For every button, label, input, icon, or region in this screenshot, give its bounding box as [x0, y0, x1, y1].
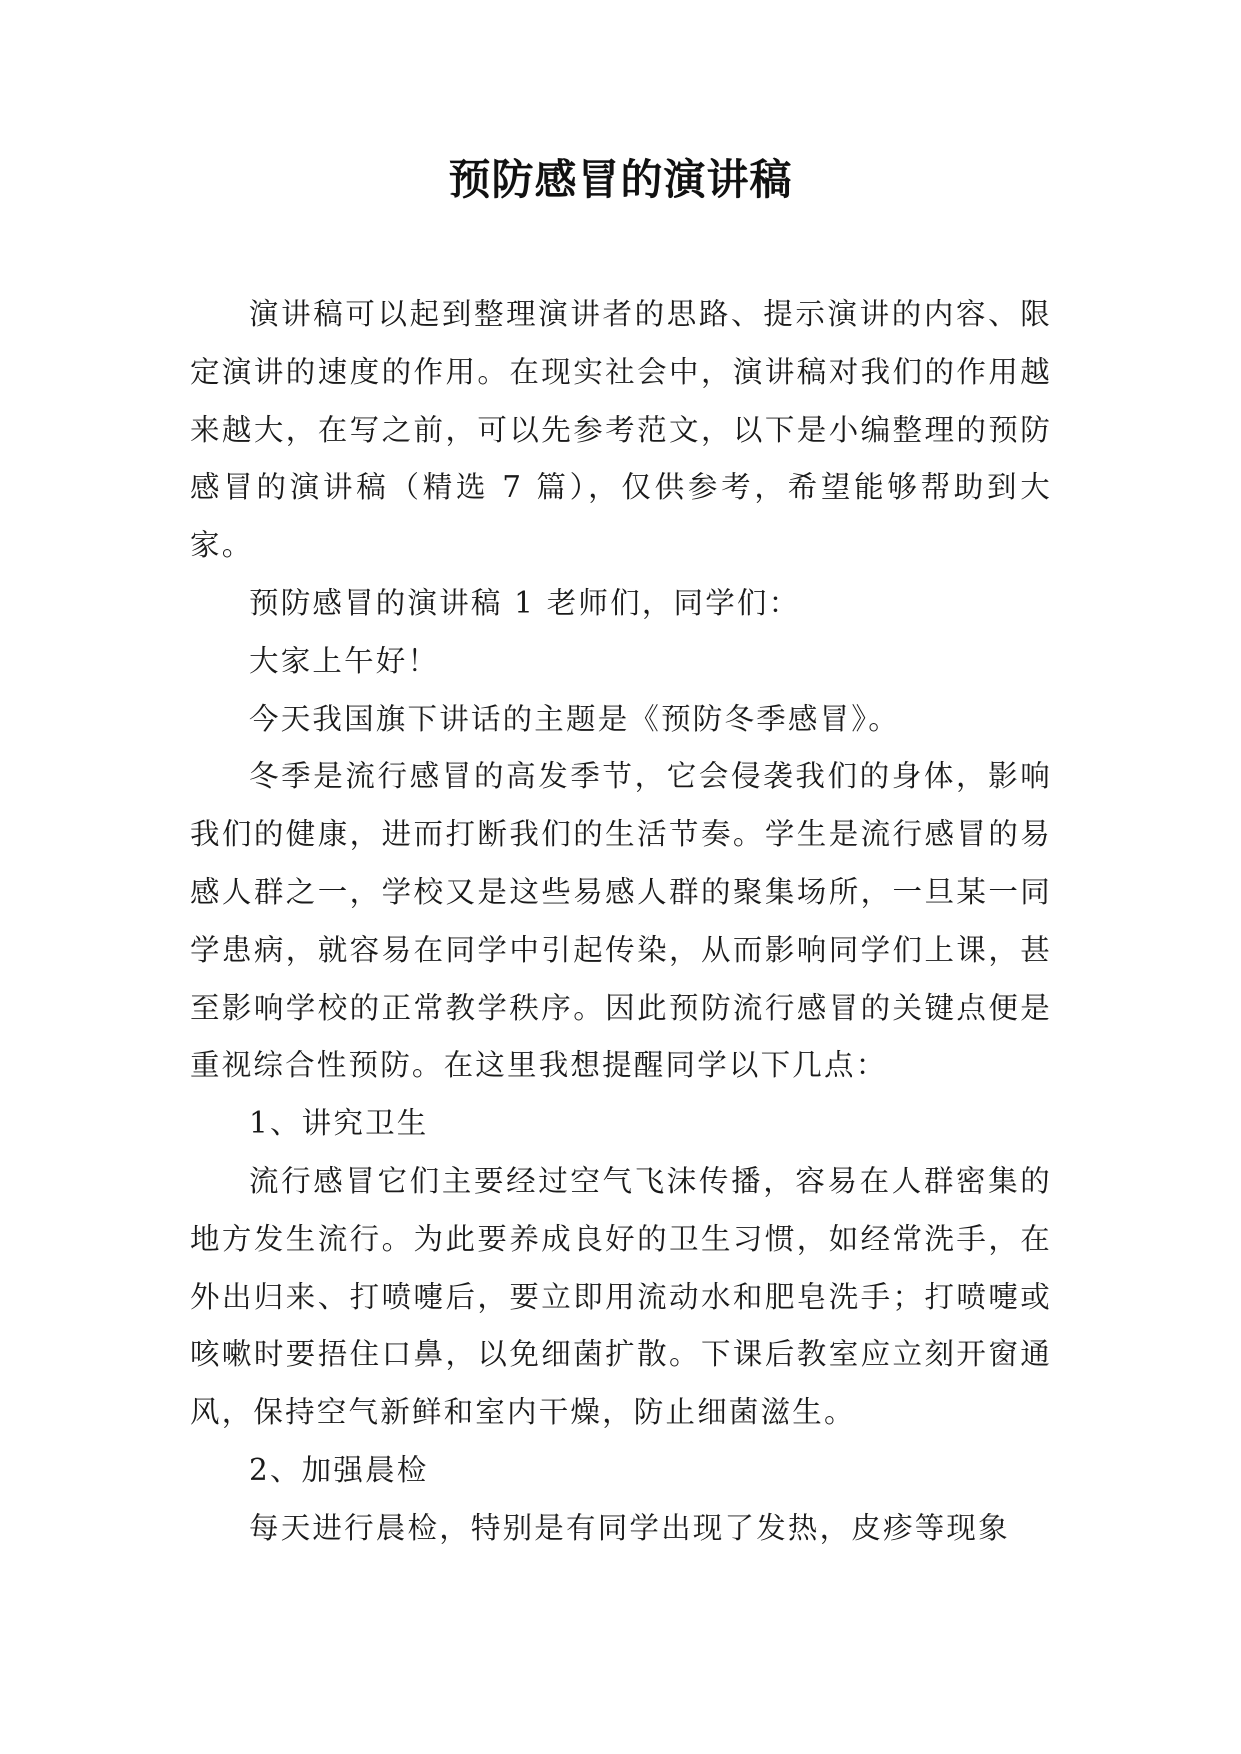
document-body [190, 286, 1052, 1558]
greeting-paragraph: 大家上午好！ [249, 643, 440, 678]
speech-heading: 预防感冒的演讲稿 1 老师们，同学们： [249, 585, 801, 620]
body-paragraph: 冬季是流行感冒的高发季节，它会侵袭我们的身体，影响我们的健康，进而打断我们的生活节奏。学生是流行感冒的易感人群之一，学校又是这些易感人群的聚集场所，一旦某一同学患病，就容易在同学中引起传染，从而影响同学们上课，甚至影响学校的正常教学秩序。因此预防流行感冒的关键点便是重视综合性预防。在这里我想提醒同学以下几点： [190, 759, 1052, 1083]
section-heading-morning-check: 2、加强晨检 [249, 1452, 429, 1487]
intro-paragraph: 演讲稿可以起到整理演讲者的思路、提示演讲的内容、限定演讲的速度的作用。在现实社会中，演讲稿对我们的作用越来越大，在写之前，可以先参考范文，以下是小编整理的预防感冒的演讲稿（精选 7 篇），仅供参考，希望能够帮助到大家。 [190, 297, 1052, 563]
section-heading-hygiene: 1、讲究卫生 [249, 1106, 429, 1141]
body-paragraph-morning-check: 每天进行晨检，特别是有同学出现了发热，皮疹等现象 [249, 1510, 1010, 1545]
body-paragraph-hygiene: 流行感冒它们主要经过空气飞沫传播，容易在人群密集的地方发生流行。为此要养成良好的卫生习惯，如经常洗手，在外出归来、打喷嚏后，要立即用流动水和肥皂洗手；打喷嚏或咳嗽时要捂住口鼻，以免细菌扩散。下课后教室应立刻开窗通风，保持空气新鲜和室内干燥，防止细菌滋生。 [190, 1163, 1052, 1430]
topic-paragraph: 今天我国旗下讲话的主题是《预防冬季感冒》。 [249, 701, 900, 736]
document-title: 预防感冒的演讲稿 [448, 155, 793, 204]
